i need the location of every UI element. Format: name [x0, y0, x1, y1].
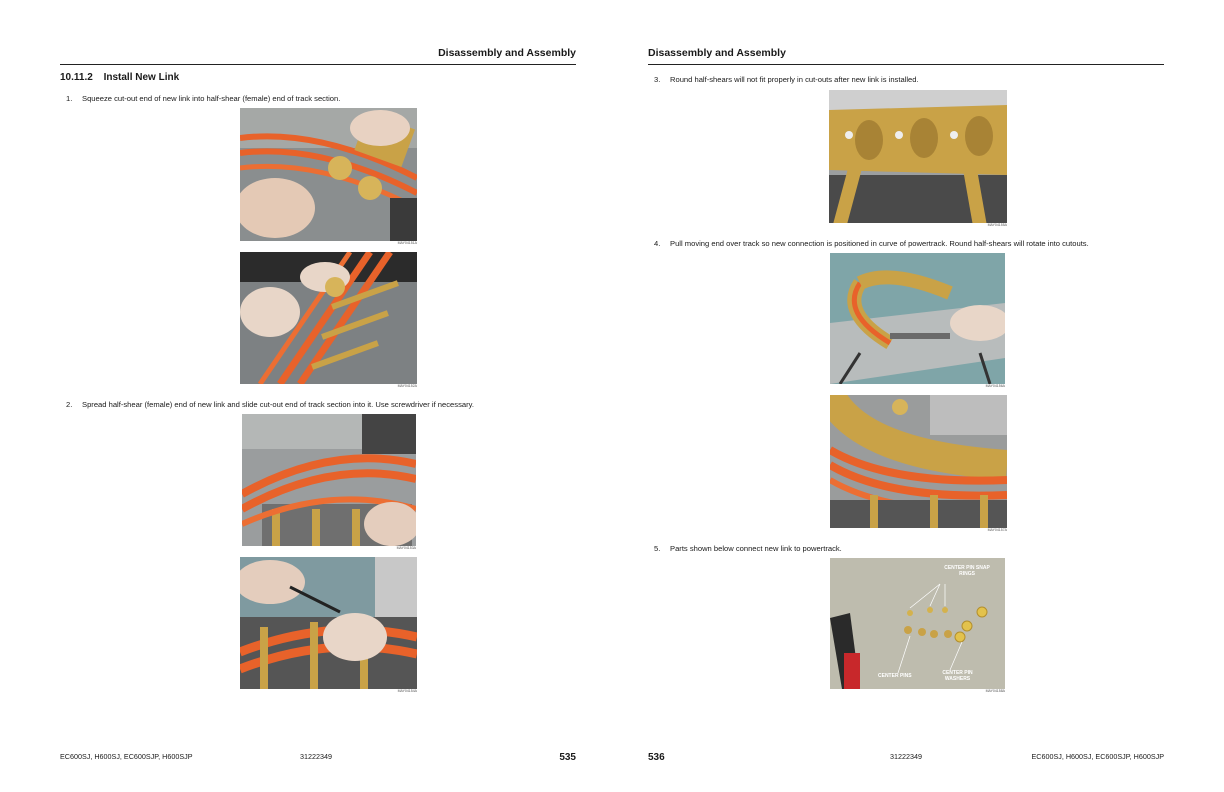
footer-doc-number: 31222349: [300, 752, 332, 761]
header-rule: [60, 64, 576, 65]
step-number: 5.: [654, 544, 661, 553]
photo-code: MAY04155A: [987, 223, 1007, 227]
photo-code: MAY04156A: [985, 384, 1005, 388]
photo-spread-link-1: [242, 414, 416, 546]
step-text: Round half-shears will not fit properly in cut-outs after new link is installed.: [670, 75, 919, 84]
section-number: 10.11.2: [60, 72, 93, 83]
photo-squeeze-link-2: [240, 252, 417, 384]
step-text: Spread half-shear (female) end of new link and slide cut-out end of track section into it. Use screwdriver if necessary.: [82, 400, 474, 409]
step-3: [654, 75, 919, 84]
callout-snap-rings: CENTER PIN SNAP RINGS: [944, 565, 990, 577]
step-text: Squeeze cut-out end of new link into half-shear (female) end of track section.: [82, 94, 341, 103]
step-number: 2.: [66, 400, 73, 409]
step-2: [66, 400, 474, 409]
callout-washers: CENTER PIN WASHERS: [942, 670, 973, 682]
photo-powertrack-curve-2: [830, 395, 1007, 528]
photo-spread-link-2: [240, 557, 417, 689]
photo-code: MAY04151A: [397, 241, 417, 245]
photo-link-parts: [830, 558, 1005, 689]
step-number: 4.: [654, 239, 661, 248]
callout-center-pins: CENTER PINS: [878, 673, 912, 679]
step-text: Parts shown below connect new link to powertrack.: [670, 544, 842, 553]
photo-code: MAY04158A: [985, 689, 1005, 693]
footer-models: EC600SJ, H600SJ, EC600SJP, H600SJP: [1031, 752, 1164, 761]
step-number: 1.: [66, 94, 73, 103]
page-number: 535: [559, 752, 576, 763]
photo-code: MAY04152A: [397, 384, 417, 388]
right-page: [612, 0, 1224, 792]
photo-squeeze-link-1: [240, 108, 417, 241]
header-rule: [648, 64, 1164, 65]
page-header: Disassembly and Assembly: [438, 47, 576, 59]
photo-code: MAY04154A: [397, 689, 417, 693]
footer-models: EC600SJ, H600SJ, EC600SJP, H600SJP: [60, 752, 193, 761]
photo-code: MAY04153A: [396, 546, 416, 550]
step-number: 3.: [654, 75, 661, 84]
footer-doc-number: 31222349: [890, 752, 922, 761]
photo-half-shears: [829, 90, 1007, 223]
photo-code: MAY04157A: [987, 528, 1007, 532]
step-text: Pull moving end over track so new connection is positioned in curve of powertrack. Round half-shears will rotate into cutouts.: [670, 239, 1089, 248]
photo-powertrack-curve-1: [830, 253, 1005, 384]
step-4: [654, 239, 1089, 248]
step-1: [66, 94, 340, 103]
step-5: [654, 544, 842, 553]
page-header: Disassembly and Assembly: [648, 47, 786, 59]
page-number: 536: [648, 752, 665, 763]
section-heading: [60, 72, 179, 83]
section-title: Install New Link: [103, 72, 180, 83]
